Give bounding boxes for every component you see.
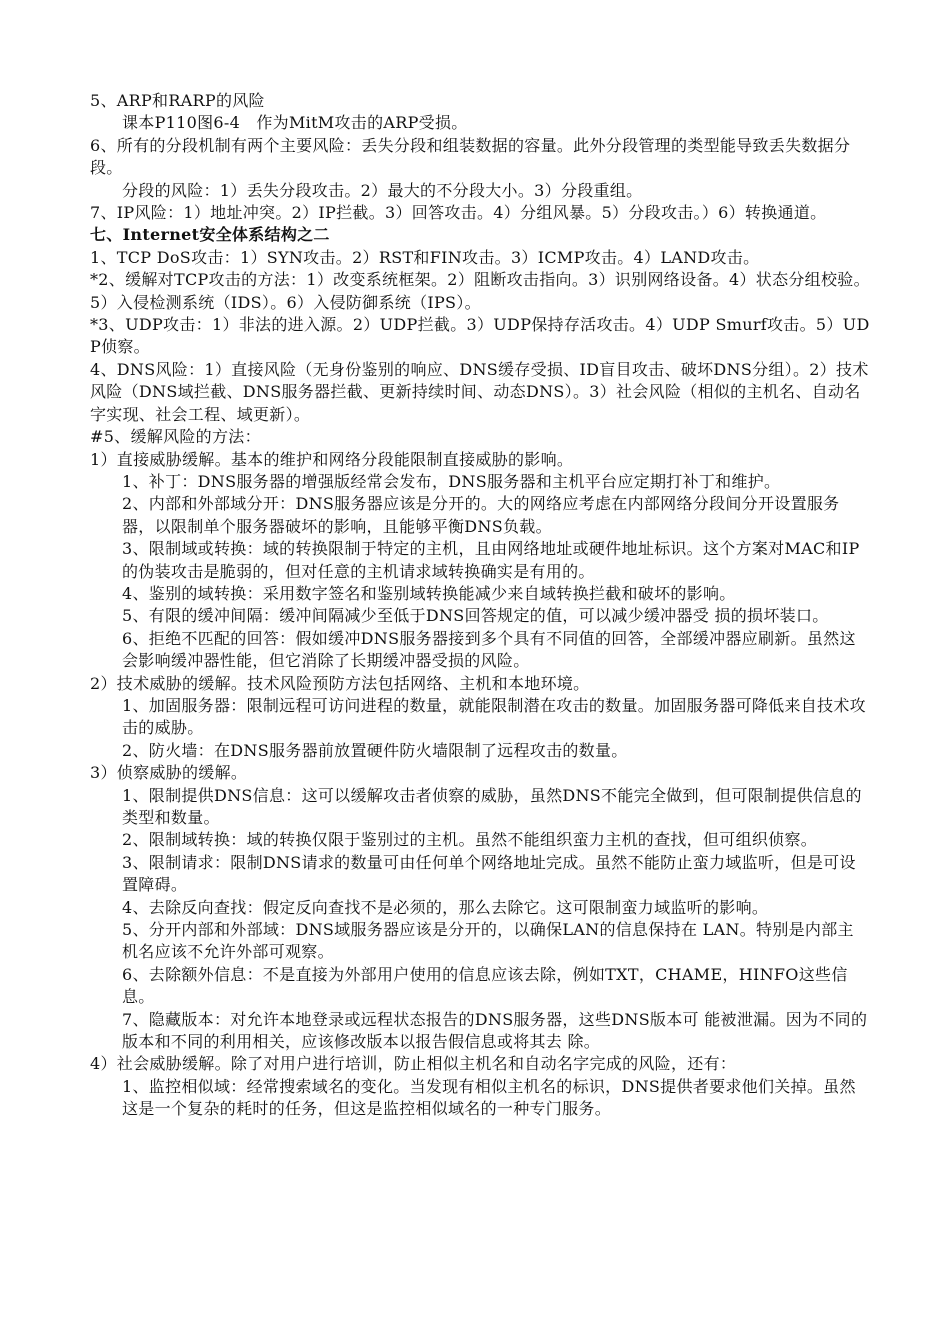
text-paragraph: 分段的风险：1）丢失分段攻击。2）最大的不分段大小。3）分段重组。: [122, 180, 643, 200]
text-paragraph: 7、隐藏版本：对允许本地登录或远程状态报告的DNS服务器，这些DNS版本可 能被泄漏。因为不同的版本和不同的利用相关，应该修改版本以报告假信息或将其去 除。: [122, 1009, 868, 1052]
text-paragraph: 1、补丁：DNS服务器的增强版经常会发布，DNS服务器和主机平台应定期打补丁和维护。: [122, 471, 781, 491]
text-paragraph: 3、限制域或转换：域的转换限制于特定的主机，且由网络地址或硬件地址标识。这个方案对MAC和IP的伪装攻击是脆弱的，但对任意的主机请求域转换确实是有用的。: [122, 539, 860, 581]
text-paragraph: *3、UDP攻击：1）非法的进入源。2）UDP拦截。3）UDP保持存活攻击。4）UDP Smurf攻击。5）UDP侦察。: [90, 315, 870, 357]
text-paragraph: 2）技术威胁的缓解。技术风险预防方法包括网络、主机和本地环境。: [90, 673, 590, 693]
text-paragraph: 2、防火墙：在DNS服务器前放置硬件防火墙限制了远程攻击的数量。: [122, 740, 628, 760]
text-paragraph: 1、TCP DoS攻击：1）SYN攻击。2）RST和FIN攻击。3）ICMP攻击。4）LAND攻击。: [90, 247, 760, 267]
text-paragraph: 2、内部和外部域分开：DNS服务器应该是分开的。大的网络应考虑在内部网络分段间分开设置服务器，以限制单个服务器破坏的影响，且能够平衡DNS负载。: [122, 494, 840, 536]
text-paragraph: 1、限制提供DNS信息：这可以缓解攻击者侦察的威胁，虽然DNS不能完全做到，但可限制提供信息的类型和数量。: [122, 785, 862, 827]
text-paragraph: *2、缓解对TCP攻击的方法：1）改变系统框架。2）阻断攻击指向。3）识别网络设备。4）状态分组校验。5）入侵检测系统（IDS）。6）入侵防御系统（IPS）。: [90, 270, 870, 312]
text-paragraph: 4）社会威胁缓解。除了对用户进行培训，防止相似主机名和自动名字完成的风险，还有：: [90, 1054, 737, 1074]
text-paragraph: 5、分开内部和外部域：DNS域服务器应该是分开的，以确保LAN的信息保持在 LAN。特别是内部主机名应该不允许外部可观察。: [122, 920, 854, 962]
text-paragraph: 4、DNS风险：1）直接风险（无身份鉴别的响应、DNS缓存受损、ID盲目攻击、破坏DNS分组）。2）技术风险（DNS域拦截、DNS服务器拦截、更新持续时间、动态DNS）。3）社会风险（相似的主机名、自动名字实现、社会工程、域更新）。: [90, 359, 869, 424]
text-paragraph: 2、限制域转换：域的转换仅限于鉴别过的主机。虽然不能组织蛮力主机的查找，但可组织侦察。: [122, 830, 818, 850]
text-paragraph: 5、有限的缓冲间隔：缓冲间隔减少至低于DNS回答规定的值，可以减少缓冲器受 损的损坏装口。: [122, 606, 829, 626]
text-paragraph: 1）直接威胁缓解。基本的维护和网络分段能限制直接威胁的影响。: [90, 449, 574, 469]
text-paragraph: 5、ARP和RARP的风险: [90, 91, 265, 110]
text-paragraph: 3）侦察威胁的缓解。: [90, 763, 248, 783]
text-paragraph: 1、加固服务器：限制远程可访问进程的数量，就能限制潜在攻击的数量。加固服务器可降低来自技术攻击的威胁。: [122, 695, 866, 738]
text-paragraph: 6、拒绝不匹配的回答：假如缓冲DNS服务器接到多个具有不同值的回答，全部缓冲器应刷新。虽然这会影响缓冲器性能，但它消除了长期缓冲器受损的风险。: [122, 628, 856, 671]
text-paragraph: 1、监控相似域：经常搜索域名的变化。当发现有相似主机名的标识，DNS提供者要求他们关掉。虽然这是一个复杂的耗时的任务，但这是监控相似域名的一种专门服务。: [122, 1076, 856, 1119]
text-paragraph: 3、限制请求：限制DNS请求的数量可由任何单个网络地址完成。虽然不能防止蛮力域监听，但是可设置障碍。: [122, 852, 856, 895]
section-heading: 七、Internet安全体系结构之二: [90, 225, 330, 245]
text-paragraph: 6、所有的分段机制有两个主要风险：丢失分段和组装数据的容量。此外分段管理的类型能导致丢失数据分段。: [90, 135, 851, 178]
text-paragraph: 课本P110图6-4 作为MitM攻击的ARP受损。: [122, 113, 468, 133]
text-paragraph: 7、IP风险：1）地址冲突。2）IP拦截。3）回答攻击。4）分组风暴。5）分段攻击。）6）转换通道。: [90, 203, 827, 223]
text-paragraph: #5、缓解风险的方法：: [90, 427, 261, 447]
document-body: [90, 90, 870, 1121]
text-paragraph: 6、去除额外信息：不是直接为外部用户使用的信息应该去除，例如TXT，CHAME，HINFO这些信息。: [122, 964, 848, 1007]
text-paragraph: 4、去除反向查找：假定反向查找不是必须的，那么去除它。这可限制蛮力域监听的影响。: [122, 897, 769, 917]
text-paragraph: 4、鉴别的域转换：采用数字签名和鉴别域转换能减少来自域转换拦截和破坏的影响。: [122, 583, 736, 603]
